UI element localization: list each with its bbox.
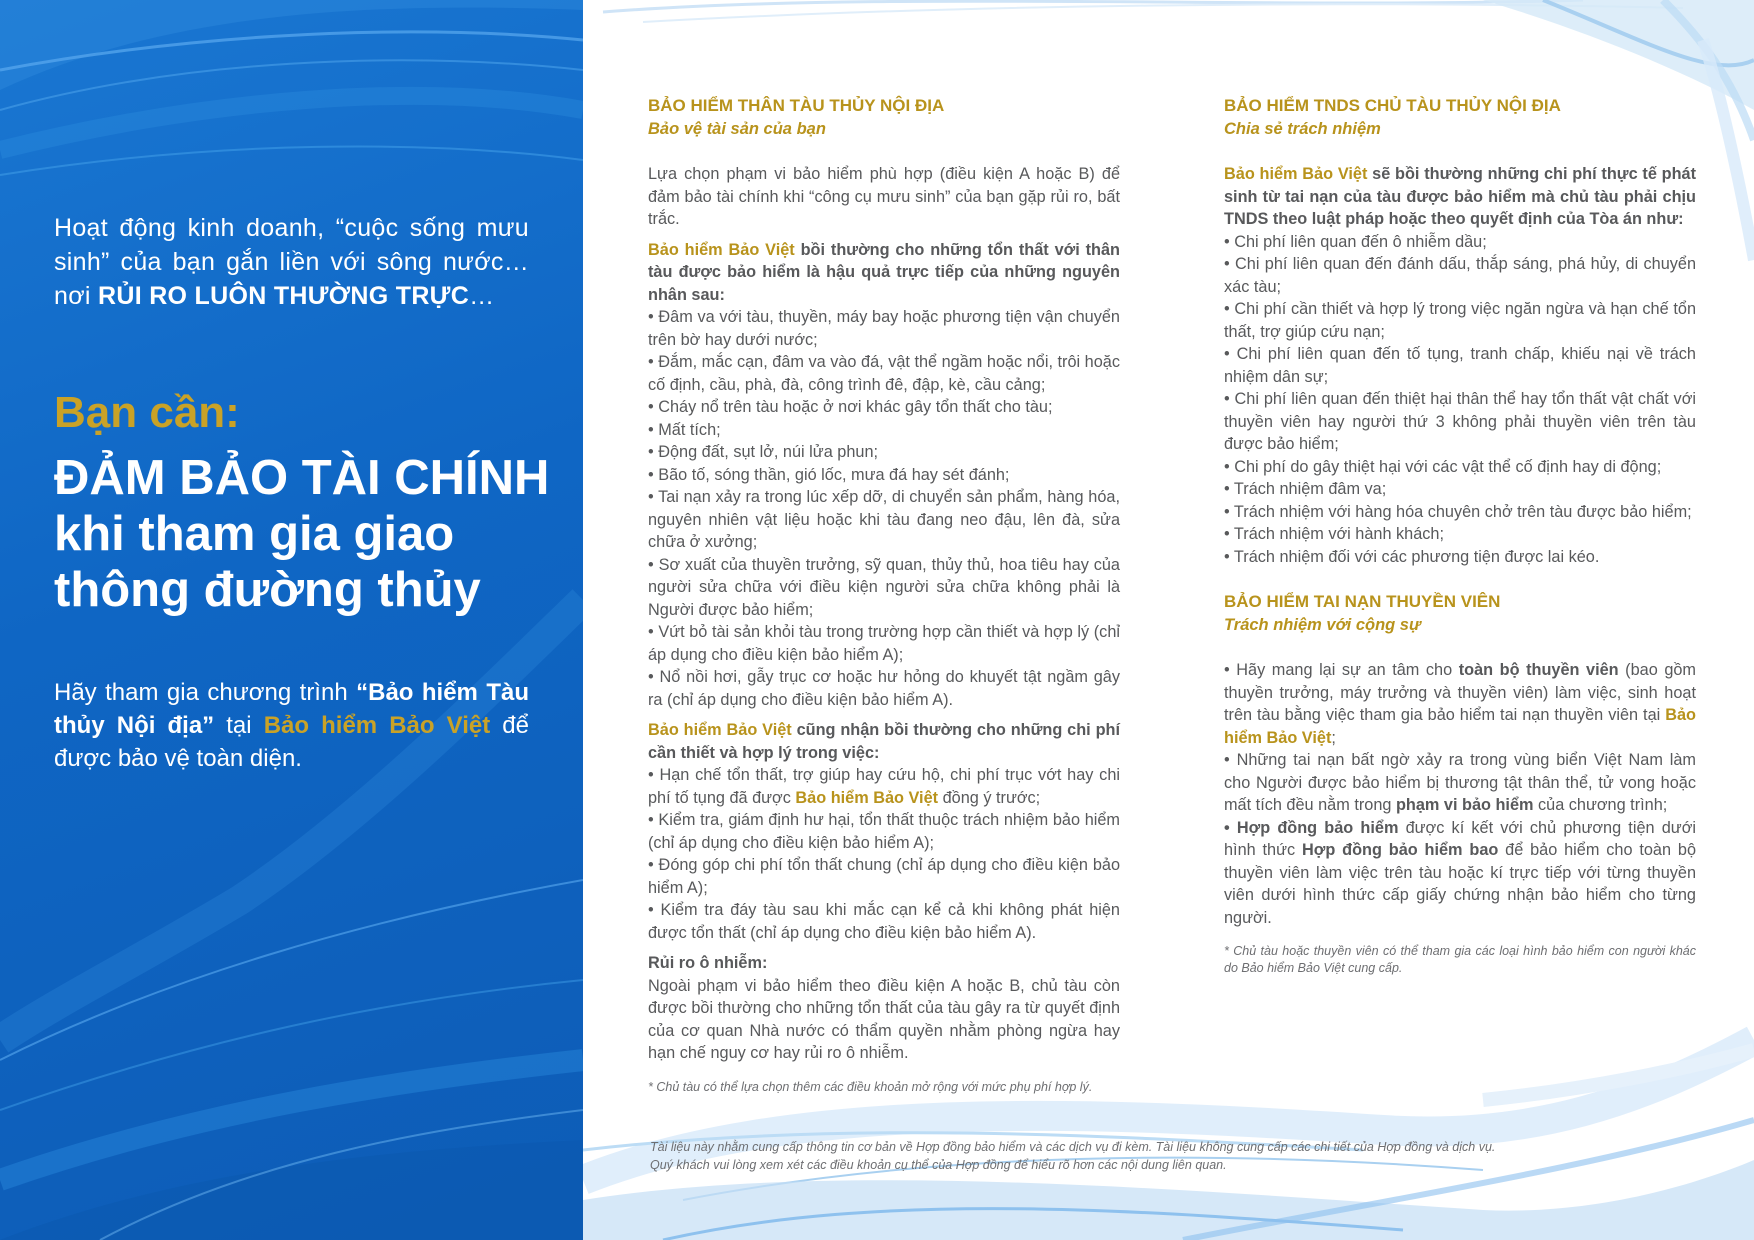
cost-item: • Kiểm tra, giám định hư hại, tổn thất thuộc trách nhiệm bảo hiểm (chỉ áp dụng cho điều kiện bảo hiểm A); [648,811,1120,852]
liability-item: • Trách nhiệm với hàng hóa chuyên chở trên tàu được bảo hiểm; [1224,502,1692,521]
crew-item-text: • Những tai nạn bất ngờ xảy ra trong vùng biển Việt Nam làm cho Người được bảo hiểm bị thương tật thân thể, tử vong hoặc mất tích đều nằm trong [1224,751,1696,814]
liability-item: • Chi phí liên quan đến đánh dấu, thắp sáng, phá hủy, di chuyển xác tàu; [1224,255,1696,296]
cause-item: • Đắm, mắc cạn, đâm va vào đá, vật thể ngầm hoặc nổi, trôi hoặc cố định, cầu, phà, đà, công trình đê, đập, kè, cầu cảng; [648,353,1120,394]
crew-note: * Chủ tàu hoặc thuyền viên có thể tham gia các loại hình bảo hiểm con người khác do Bảo hiểm Bảo Việt cung cấp. [1224,944,1696,975]
need-label: Bạn cần: [54,388,240,437]
liability-insurance-section [1224,95,1696,977]
liability-item: • Chi phí do gây thiệt hại với các vật thể cố định hay di động; [1224,457,1662,476]
cause-item: • Đâm va với tàu, thuyền, máy bay hoặc phương tiện vận chuyển trên bờ hay dưới nước; [648,308,1120,349]
crew-item-text: (bao gồm thuyền trưởng, máy trưởng và thuyền viên) làm việc, sinh hoạt trên tàu bằng việc tham gia bảo hiểm tai nạn thuyền viên tại [1224,661,1696,724]
crew-item [1224,817,1696,930]
liability-item: • Chi phí cần thiết và hợp lý trong việc ngăn ngừa và hạn chế tổn thất, trợ giúp cứu nạn; [1224,300,1696,341]
liability-item: • Trách nhiệm đâm va; [1224,480,1387,498]
hull-note: * Chủ tàu có thể lựa chọn thêm các điều khoản mở rộng với mức phụ phí hợp lý. [648,1079,1093,1094]
pollution-text: Ngoài phạm vi bảo hiểm theo điều kiện A hoặc B, chủ tàu còn được bồi thường cho những tổn thất của tàu gây ra từ quyết định của cơ quan Nhà nước có thẩm quyền nhằm phòng ngừa hay hạn chế nguy cơ hay rủi ro ô nhiễm. [648,976,1120,1062]
liability-lead [1224,163,1696,231]
crew-item-text: của chương trình; [1533,796,1668,814]
hull-insurance-section [648,95,1120,1096]
cause-item: • Mất tích; [648,420,721,439]
liability-item: • Chi phí liên quan đến ô nhiễm dầu; [1224,232,1487,251]
headline-line-3: thông đường thủy [54,563,481,617]
crew-emphasis: • Hợp đồng bảo hiểm [1224,818,1399,837]
cta-text: để được bảo vệ toàn diện. [54,712,529,772]
crew-item-text: ; [1331,728,1336,747]
liability-item: • Chi phí liên quan đến tố tụng, tranh chấp, khiếu nại về trách nhiệm dân sự; [1224,345,1696,386]
hull-subtitle: Bảo vệ tài sản của bạn [648,119,826,138]
brand-name: Bảo hiểm Bảo Việt [1224,165,1368,183]
crew-item-text: để bảo hiểm cho toàn bộ thuyền viên làm việc trên tàu hoặc kí trực tiếp với từng thuyền viên dưới hình thức cấp giấy chứng nhận bảo hiểm cho từng người. [1224,841,1696,927]
hull-intro: Lựa chọn phạm vi bảo hiểm phù hợp (điều kiện A hoặc B) để đảm bảo tài chính khi “công cụ mưu sinh” của bạn gặp rủi ro, bất trắc. [648,165,1120,228]
cost-item-text: đồng ý trước; [938,788,1041,807]
liability-item: • Chi phí liên quan đến thiệt hại thân thể hay tổn thất vật chất với thuyền viên hay người thứ 3 không phải thuyền viên trên tàu được bảo hiểm; [1224,390,1696,453]
brand-name: Bảo hiểm Bảo Việt [1224,706,1696,747]
liability-item: • Trách nhiệm với hành khách; [1224,525,1445,543]
cta-text: Hãy tham gia chương trình [54,679,357,706]
cause-item: • Động đất, sụt lở, núi lửa phun; [648,443,879,461]
brand-name: Bảo hiểm Bảo Việt [648,721,792,739]
cta-text: tại [214,712,264,739]
intro-text-part: Hoạt động kinh doanh, “cuộc sống mưu sinh” của bạn gắn liền với sông nước… nơi [54,214,529,310]
intro-text [54,211,529,313]
footer-line-1: Tài liệu này nhằm cung cấp thông tin cơ bản về Hợp đồng bảo hiểm và các dịch vụ đi kèm. Tài liệu không cung cấp các chi tiết của Hợp đồng và dịch vụ. [650,1140,1496,1154]
hull-costs-lead [648,719,1120,764]
cause-item: • Vứt bỏ tài sản khỏi tàu trong trường hợp cần thiết và hợp lý (chỉ áp dụng cho điều kiện bảo hiểm A); [648,623,1120,664]
wave-decoration [0,0,583,1240]
liability-title: BẢO HIỂM TNDS CHỦ TÀU THỦY NỘI ĐỊA [1224,96,1561,115]
left-panel [0,0,583,1240]
costs-lead-text: cũng nhận bồi thường cho những chi phí cần thiết và hợp lý trong việc: [648,721,1120,762]
brand-name: Bảo hiểm Bảo Việt [263,712,491,739]
footer-line-2: Quý khách vui lòng xem xét các điều khoản cụ thể của Hợp đồng để hiểu rõ hơn các nội dung liên quan. [650,1158,1227,1172]
cause-item: • Sơ xuất của thuyền trưởng, sỹ quan, thủy thủ, hoa tiêu hay của người sửa chữa với điều kiện người sửa chữa không phải là Người được bảo hiểm; [648,555,1120,619]
crew-item [1224,659,1696,749]
crew-emphasis: toàn bộ thuyền viên [1458,661,1619,679]
crew-item [1224,749,1696,817]
cost-item-text: • Hạn chế tổn thất, trợ giúp hay cứu hộ, chi phí trục vớt hay chi phí tố tụng đã được [648,766,1120,807]
headline [54,450,554,618]
liability-subtitle: Chia sẻ trách nhiệm [1224,119,1381,138]
cause-item: • Bão tố, sóng thần, gió lốc, mưa đá hay sét đánh; [648,465,1010,484]
hull-title: BẢO HIỂM THÂN TÀU THỦY NỘI ĐỊA [648,96,945,115]
cause-item: • Nổ nồi hơi, gẫy trục cơ hoặc hư hỏng do khuyết tật ngầm gây ra (chỉ áp dụng cho điều kiện bảo hiểm A). [648,668,1120,709]
crew-item-text: được kí kết với chủ phương tiện dưới hình thức [1224,818,1696,859]
cost-item: • Kiểm tra đáy tàu sau khi mắc cạn kể cả khi không phát hiện được tổn thất (chỉ áp dụng cho điều kiện bảo hiểm A). [648,901,1120,942]
crew-item-text: • Hãy mang lại sự an tâm cho [1224,661,1459,679]
program-name: “Bảo hiểm Tàu thủy Nội địa” [54,679,529,739]
footer-disclaimer [650,1138,1650,1174]
liability-item: • Trách nhiệm đối với các phương tiện được lai kéo. [1224,547,1600,566]
liability-lead-text: sẽ bồi thường những chi phí thực tế phát sinh từ tai nạn của tàu được bảo hiểm mà chủ tàu phải chịu TNDS theo luật pháp hoặc theo quyết định của Tòa án như: [1224,165,1697,228]
pollution-title: Rủi ro ô nhiễm: [648,954,768,972]
brand-name: Bảo hiểm Bảo Việt [648,240,795,259]
call-to-action [54,676,529,775]
cost-item: • Đóng góp chi phí tổn thất chung (chỉ áp dụng cho điều kiện bảo hiểm A); [648,856,1120,897]
intro-ellipsis: … [469,282,495,310]
causes-lead-text: bồi thường cho những tổn thất với thân tàu được bảo hiểm là hậu quả trực tiếp của những nguyên nhân sau: [648,240,1121,304]
crew-emphasis: phạm vi bảo hiểm [1395,796,1534,814]
hull-causes-lead [648,239,1120,307]
cause-item: • Tai nạn xảy ra trong lúc xếp dỡ, di chuyển sản phẩm, hàng hóa, nguyên nhiên vật liệu hoặc khi tàu đang neo đậu, lên đà, sửa chữa ở xưởng; [648,488,1120,551]
headline-line-2: khi tham gia giao [54,507,455,561]
headline-line-1: ĐẢM BẢO TÀI CHÍNH [54,451,550,505]
crew-subtitle: Trách nhiệm với cộng sự [1224,615,1421,634]
cause-item: • Cháy nổ trên tàu hoặc ở nơi khác gây tổn thất cho tàu; [648,398,1053,416]
crew-emphasis: Hợp đồng bảo hiểm bao [1302,841,1499,859]
cost-item [648,764,1120,809]
risk-emphasis: RỦI RO LUÔN THƯỜNG TRỰC [98,282,470,310]
brand-name: Bảo hiểm Bảo Việt [795,788,939,807]
crew-title: BẢO HIỂM TAI NẠN THUYỀN VIÊN [1224,592,1501,611]
